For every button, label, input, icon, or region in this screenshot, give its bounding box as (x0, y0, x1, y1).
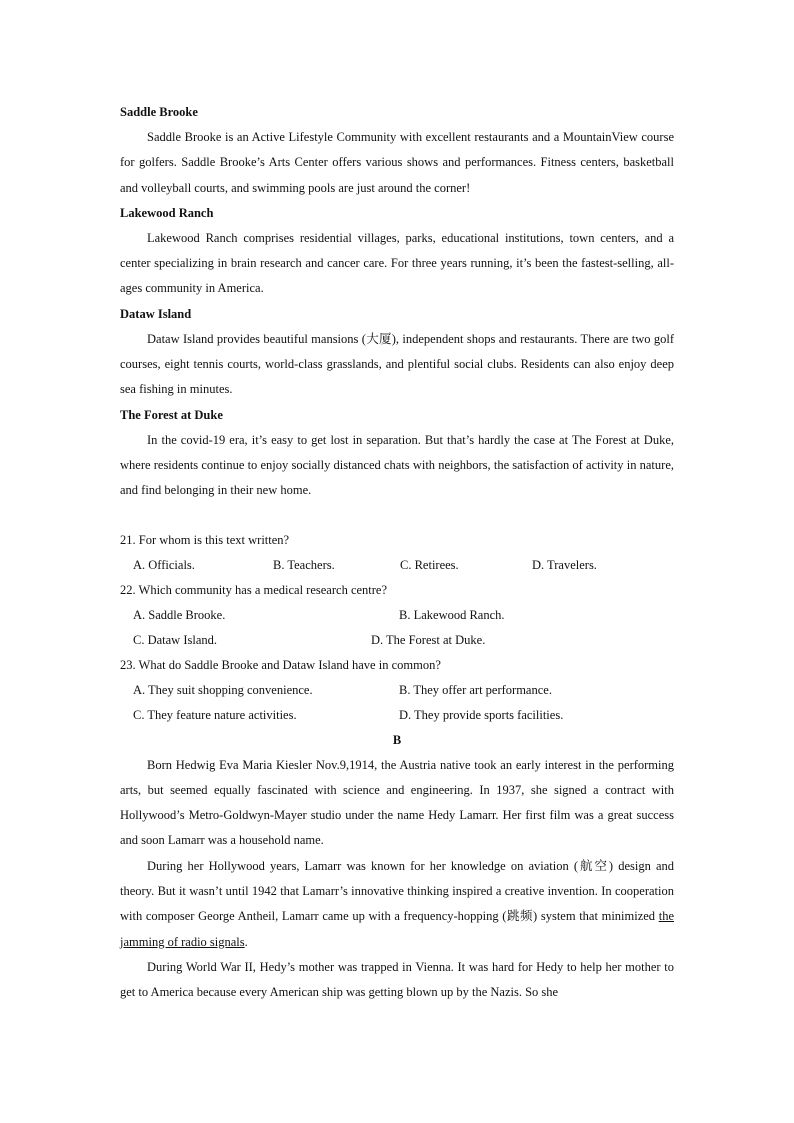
option-a: A. Saddle Brooke. (133, 607, 226, 622)
option-a: A. They suit shopping convenience. (133, 682, 313, 697)
option-d: D. They provide sports facilities. (399, 707, 564, 722)
passage-b-paragraph-2 (120, 854, 674, 955)
passage-title-forest-at-duke: The Forest at Duke (120, 407, 223, 422)
passage-dataw-island: Dataw Island provides beautiful mansions (大厦), independent shops and restaurants. There are two golf courses, eight tennis courts, world-class grasslands, and plentiful social clubs. Residents can also enjoy deep sea fishing in minutes. (120, 331, 674, 397)
question-22: 22. Which community has a medical research centre? (120, 582, 388, 597)
paragraph-2-text: During her Hollywood years, Lamarr was known for her knowledge on aviation (航空) design and theory. But it wasn’t until 1942 that Lamarr’s innovative thinking inspired a creative invention. In cooperation with composer George Antheil, Lamarr came up with a frequency-hopping (跳频) system that minimized (120, 858, 674, 924)
question-22-options-row2 (120, 628, 674, 653)
question-23-options-row1 (120, 678, 674, 703)
question-22-options-row1 (120, 603, 674, 628)
section-b-label: B (392, 732, 402, 747)
passage-b-paragraph-3: During World War II, Hedy’s mother was trapped in Vienna. It was hard for Hedy to help her mother to get to America because every American ship was getting blown up by the Nazis. So she (120, 959, 674, 1000)
option-c: C. Dataw Island. (133, 632, 218, 647)
passage-title-lakewood-ranch: Lakewood Ranch (120, 205, 214, 220)
underlined-phrase: the jamming of radio signals (120, 909, 674, 949)
passage-title-dataw-island: Dataw Island (120, 306, 192, 321)
option-b: B. They offer art performance. (399, 682, 552, 697)
option-d: D. Travelers. (532, 557, 597, 572)
option-b: B. Lakewood Ranch. (399, 607, 505, 622)
passage-forest-at-duke: In the covid-19 era, it’s easy to get lost in separation. But that’s hardly the case at The Forest at Duke, where residents continue to enjoy socially distanced chats with neighbors, the satisfaction of activity in nature, and find belonging in their new home. (120, 432, 674, 498)
spacer (120, 504, 674, 528)
option-d: D. The Forest at Duke. (371, 632, 486, 647)
option-c: C. They feature nature activities. (133, 707, 297, 722)
question-21: 21. For whom is this text written? (120, 532, 290, 547)
question-21-options (120, 553, 674, 578)
option-b: B. Teachers. (273, 557, 335, 572)
passage-b-paragraph-1: Born Hedwig Eva Maria Kiesler Nov.9,1914, the Austria native took an early interest in the performing arts, but seemed equally fascinated with science and engineering. In 1937, she signed a contract with Hollywood’s Metro-Goldwyn-Mayer studio under the name Hedy Lamarr. Her first film was a great success and soon Lamarr was a household name. (120, 757, 674, 848)
document-page (120, 100, 674, 1006)
question-23: 23. What do Saddle Brooke and Dataw Island have in common? (120, 657, 441, 672)
passage-title-saddle-brooke: Saddle Brooke (120, 105, 198, 119)
option-c: C. Retirees. (400, 557, 459, 572)
option-a: A. Officials. (133, 557, 195, 572)
question-23-options-row2 (120, 703, 674, 728)
paragraph-2-end: . (244, 934, 248, 949)
passage-saddle-brooke: Saddle Brooke is an Active Lifestyle Community with excellent restaurants and a MountainView course for golfers. Saddle Brooke’s Arts Center offers various shows and performances. Fitness centers, basketball and volleyball courts, and swimming pools are just around the corner! (120, 130, 674, 195)
passage-lakewood-ranch: Lakewood Ranch comprises residential villages, parks, educational institutions, town centers, and a center specializing in brain research and cancer care. For three years running, it’s been the fastest-selling, all-ages community in America. (120, 230, 674, 296)
